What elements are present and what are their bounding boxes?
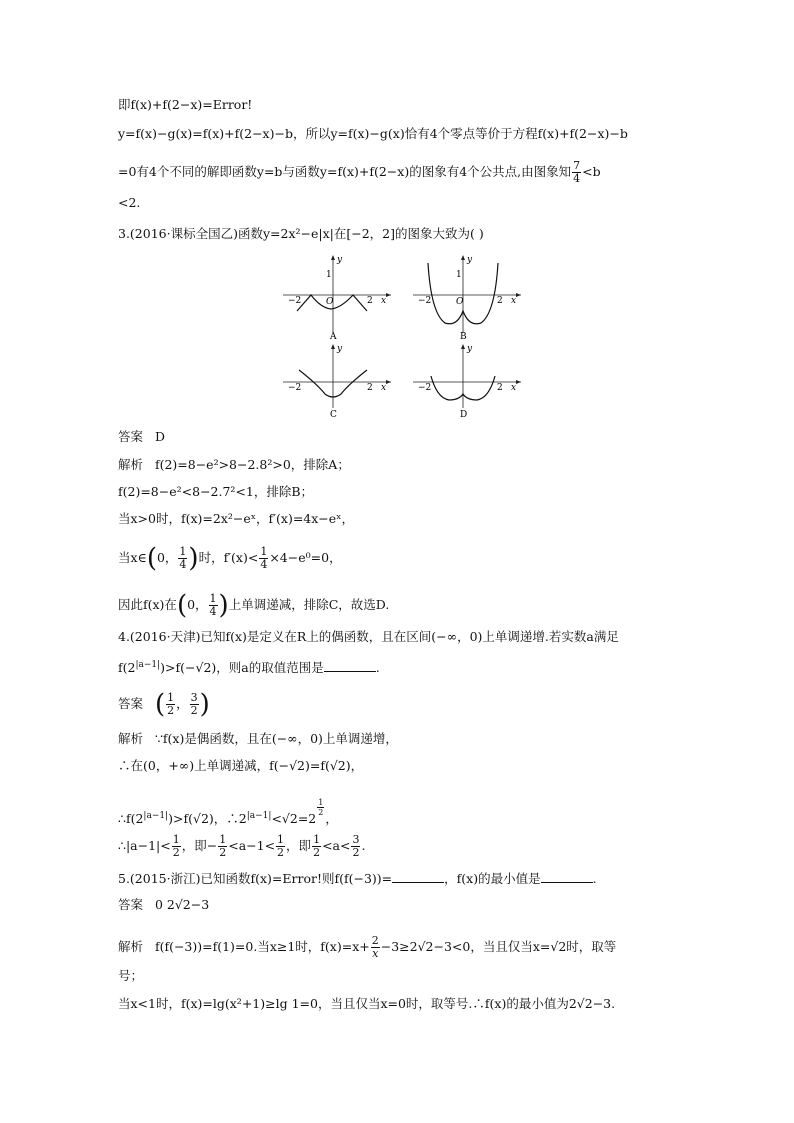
q5-title-a: 5.(2015·浙江)已知函数f(x)=Error!则f(f(−3))= bbox=[118, 871, 393, 886]
q4-s4-frac3: $\frac{1}{2}$ bbox=[277, 833, 285, 859]
paren-open: ( bbox=[146, 543, 157, 574]
q4-frac-1-2: $\frac{1}{2}$ bbox=[167, 691, 175, 717]
q4-answer-label: 答案 bbox=[118, 696, 144, 711]
q5-s1a: f(f(−3))=f(1)=0.当x≥1时，f(x)=x+ bbox=[154, 939, 370, 954]
graph-d-tick-neg2: −2 bbox=[418, 383, 432, 393]
graph-d-caption: D bbox=[460, 410, 468, 420]
q4-title-2d: . bbox=[375, 660, 380, 675]
line-3-tail: <b bbox=[582, 164, 601, 179]
question-4-title: 4.(2016·天津)已知f(x)是定义在R上的偶函数，且在区间(−∞，0)上单调递增.若实数a满足 bbox=[118, 629, 619, 644]
q5-blank-2 bbox=[541, 872, 593, 883]
graph-option-c bbox=[283, 342, 393, 420]
q5-solution-line-2: 号； bbox=[118, 968, 144, 983]
graph-b-x-label: x bbox=[511, 296, 517, 306]
graph-b-tick-1: 1 bbox=[456, 270, 462, 280]
q5-s1b: −3≥2√2−3<0，当且仅当x=√2时，取等 bbox=[380, 939, 617, 954]
graph-option-d bbox=[413, 342, 523, 420]
q3-solution-4b: 时，f′(x)< bbox=[198, 550, 259, 565]
graph-c-x-label: x bbox=[381, 383, 387, 393]
graph-b-origin: O bbox=[456, 297, 464, 307]
q4-s4c: <a−1< bbox=[228, 838, 276, 853]
graph-b-y-label: y bbox=[467, 255, 473, 265]
q3-answer-line bbox=[118, 429, 165, 445]
text-line-3 bbox=[118, 160, 601, 185]
q5-solution-line-1 bbox=[118, 935, 616, 960]
graph-c-caption: C bbox=[330, 410, 337, 420]
q4-solution-line-1 bbox=[118, 731, 398, 747]
fraction-1-4-c: $\frac{1}{4}$ bbox=[209, 592, 217, 618]
q5-answer-line bbox=[118, 897, 209, 913]
q5-frac-2-x: $\frac{2}{x}$ bbox=[371, 934, 379, 960]
q3-solution-line-2: f(2)=8−e²<8−2.7²<1，排除B； bbox=[118, 484, 314, 499]
q4-s4b: ，即− bbox=[181, 838, 218, 853]
graph-b-tick-neg2: −2 bbox=[418, 296, 432, 306]
q3-solution-label: 解析 bbox=[118, 457, 144, 472]
q4-s3f: ， bbox=[325, 811, 338, 826]
q4-solution-line-2: ∴在(0，+∞)上单调递减，f(−√2)=f(√2)， bbox=[118, 758, 364, 773]
graph-a-tick-2: 2 bbox=[367, 296, 373, 306]
q4-answer-line: 答案 ( $\frac{1}{2}$ ， $\frac{3}{2}$ ) bbox=[118, 689, 210, 720]
q3-solution-4a: 当x∈ bbox=[118, 550, 147, 565]
q4-solution-line-3 bbox=[118, 798, 338, 827]
graph-d-tick-2: 2 bbox=[497, 383, 503, 393]
q4-s4a: ∴|a−1|< bbox=[118, 838, 171, 853]
q5-blank-1 bbox=[392, 872, 444, 883]
q5-answer: 0 2√2−3 bbox=[154, 897, 210, 912]
q4-s4-frac1: $\frac{1}{2}$ bbox=[172, 833, 180, 859]
graph-option-a bbox=[283, 253, 393, 341]
q4-title-2c: )>f(−√2)，则a的取值范围是 bbox=[160, 660, 324, 675]
q4-solution-line-4 bbox=[118, 834, 365, 859]
q5-solution-label: 解析 bbox=[118, 939, 144, 954]
q5-answer-label: 答案 bbox=[118, 897, 144, 912]
graph-d-y-label: y bbox=[467, 344, 473, 354]
q4-s4-frac2: $\frac{1}{2}$ bbox=[219, 833, 227, 859]
q3-solution-5b: 上单调递减，排除C，故选D. bbox=[228, 597, 390, 612]
q5-solution-line-3: 当x<1时，f(x)=lg(x²+1)≥lg 1=0，当且仅当x=0时，取等号.∴f(x)的最小值为2√2−3. bbox=[118, 996, 616, 1011]
q4-answer-blank bbox=[324, 661, 376, 672]
q4-s4-frac4: $\frac{1}{2}$ bbox=[313, 833, 321, 859]
q3-answer-label: 答案 bbox=[118, 429, 144, 444]
graph-option-b bbox=[413, 253, 523, 341]
q4-s4e: <a< bbox=[322, 838, 351, 853]
q4-title-2b: |a−1| bbox=[135, 660, 161, 670]
line-3-text: =0有4个不同的解即函数y=b与函数y=f(x)+f(2−x)的图象有4个公共点,由图象知 bbox=[118, 164, 572, 179]
q4-exp-frac: $\frac{1}{2}$ bbox=[318, 798, 324, 817]
q4-paren-open: ( bbox=[154, 689, 166, 720]
graph-d-x-label: x bbox=[511, 383, 517, 393]
text-line-2: y=f(x)−g(x)=f(x)+f(2−x)−b，所以y=f(x)−g(x)恰有4个零点等价于方程f(x)+f(2−x)−b bbox=[118, 126, 628, 141]
question-5-title bbox=[118, 871, 597, 887]
q4-s4d: ，即 bbox=[286, 838, 312, 853]
graph-a-tick-1: 1 bbox=[326, 270, 332, 280]
q3-solution-line-1 bbox=[118, 457, 350, 473]
graph-a-origin: O bbox=[326, 297, 334, 307]
q4-s3b: |a−1| bbox=[143, 811, 169, 821]
graph-c-tick-2: 2 bbox=[367, 383, 373, 393]
text-line-4: <2. bbox=[118, 195, 141, 210]
q3-solution-line-5: 因此f(x)在(0， $\frac{1}{4}$ )上单调递减，排除C，故选D. bbox=[118, 590, 390, 621]
q3-solution-text-1: f(2)=8−e²>8−2.8²>0，排除A； bbox=[154, 457, 350, 472]
q3-solution-5a: 因此f(x)在 bbox=[118, 597, 177, 612]
graph-a-x-label: x bbox=[381, 296, 387, 306]
graph-c-y-label: y bbox=[337, 344, 343, 354]
q3-solution-line-4: 当x∈(0， $\frac{1}{4}$ )时，f′(x)< $\frac{1}{4}$ ×4−e⁰=0， bbox=[118, 543, 342, 574]
q4-title-2a: f(2 bbox=[118, 660, 136, 675]
text-line-1: 即f(x)+f(2−x)=Error! bbox=[118, 97, 253, 112]
q4-s4-frac5: $\frac{3}{2}$ bbox=[352, 833, 360, 859]
q3-solution-4c: ×4−e⁰=0， bbox=[269, 550, 342, 565]
fraction-1-4-b: $\frac{1}{4}$ bbox=[260, 545, 268, 571]
graph-c-tick-neg2: −2 bbox=[288, 383, 302, 393]
q3-answer: D bbox=[154, 429, 165, 444]
q5-title-b: ，f(x)的最小值是 bbox=[444, 871, 541, 886]
q5-title-c: . bbox=[592, 871, 597, 886]
fraction-7-4: $\frac{7}{4}$ bbox=[573, 159, 581, 185]
q4-s3a: ∴f(2 bbox=[118, 811, 144, 826]
q3-solution-line-3: 当x>0时，f(x)=2x²−eˣ，f′(x)=4x−eˣ， bbox=[118, 511, 354, 526]
paren-close: ) bbox=[188, 543, 199, 574]
question-4-title-2 bbox=[118, 657, 380, 676]
q4-s3d: |a−1| bbox=[246, 811, 272, 821]
q4-paren-close: ) bbox=[199, 689, 210, 720]
q4-s3c: )>f(√2)，∴2 bbox=[168, 811, 247, 826]
q4-solution-label: 解析 bbox=[118, 731, 144, 746]
q4-s4f: . bbox=[361, 838, 366, 853]
q4-frac-3-2: $\frac{3}{2}$ bbox=[190, 691, 198, 717]
graph-b-tick-2: 2 bbox=[497, 296, 503, 306]
q4-solution-text-1: ∵f(x)是偶函数，且在(−∞，0)上单调递增， bbox=[154, 731, 398, 746]
paren-open-2: ( bbox=[176, 590, 188, 621]
q4-s3e: <√2=2 bbox=[271, 811, 317, 826]
paren-close-2: ) bbox=[218, 590, 229, 621]
graph-b-caption: B bbox=[460, 332, 467, 341]
question-3-title: 3.(2016·课标全国乙)函数y=2x²−e|x|在[−2，2]的图象大致为( ) bbox=[118, 226, 484, 241]
graph-a-y-label: y bbox=[337, 255, 343, 265]
graph-a-caption: A bbox=[330, 332, 337, 341]
graph-a-tick-neg2: −2 bbox=[288, 296, 302, 306]
fraction-1-4: $\frac{1}{4}$ bbox=[179, 545, 187, 571]
